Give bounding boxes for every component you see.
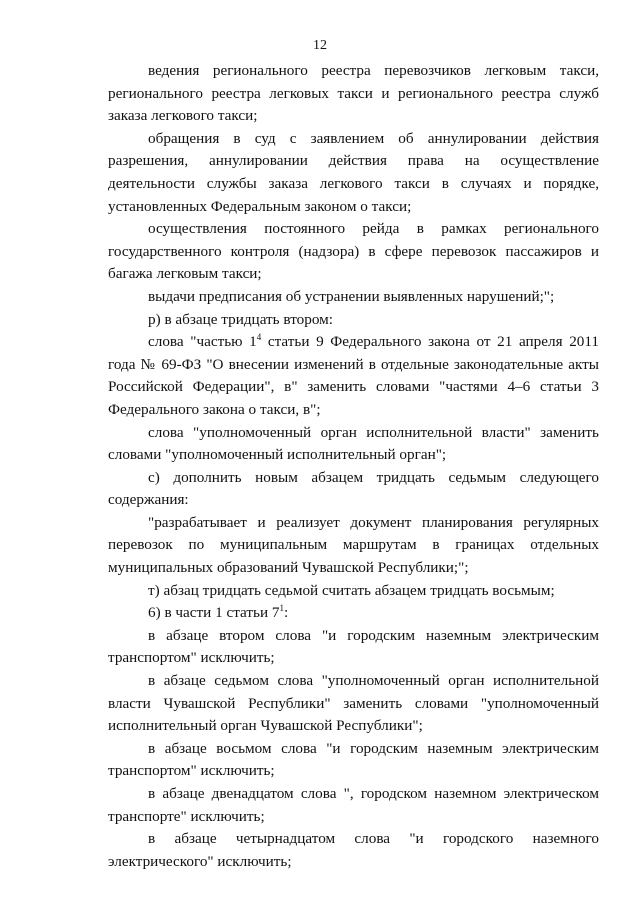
paragraph-text-after: статьи 9 Федерального закона от 21 апреля 2011 года № 69-ФЗ "О внесении изменений в отдельные законодательные акты Российской Федерации", в" заменить словами "частями 4–6 статьи 3 Федерального закона о такси, в"; <box>108 333 600 418</box>
paragraph: т) абзац тридцать седьмой считать абзацем тридцать восьмым; <box>148 581 555 599</box>
paragraph <box>108 602 599 625</box>
paragraph: слова "уполномоченный орган исполнительной власти" заменить словами "уполномоченный исполнительный орган"; <box>108 423 599 464</box>
paragraph-text-before: слова "частью 1 <box>148 333 257 351</box>
paragraph-text-before: 6) в части 1 статьи 7 <box>148 604 280 622</box>
paragraph: р) в абзаце тридцать втором: <box>148 310 333 328</box>
page-number: 12 <box>313 38 327 53</box>
paragraph: осуществления постоянного рейда в рамках регионального государственного контроля (надзора) в сфере перевозок пассажиров и багажа легковым такси; <box>108 220 599 283</box>
paragraph: в абзаце седьмом слова "уполномоченный орган исполнительной власти Чувашской Республики" заменить словами "уполномоченный исполнительный орган Чувашской Республики"; <box>108 672 599 735</box>
paragraph: в абзаце восьмом слова "и городским наземным электрическим транспортом" исключить; <box>108 739 599 780</box>
paragraph: в абзаце втором слова "и городским наземным электрическим транспортом" исключить; <box>108 626 599 667</box>
paragraph: в абзаце двенадцатом слова ", городском наземном электрическом транспорте" исключить; <box>108 785 599 825</box>
paragraph: "разрабатывает и реализует документ планирования регулярных перевозок по муниципальным маршрутам в границах отдельных муниципальных образований Чувашской Республики;"; <box>108 513 599 577</box>
paragraph: обращения в суд с заявлением об аннулировании действия разрешения, аннулировании действия права на осуществление деятельности службы заказа легкового такси в случаях и порядке, установленных Федеральным законом о такси; <box>108 129 599 215</box>
superscript: 1 <box>279 603 284 614</box>
paragraph <box>108 331 599 421</box>
paragraph: с) дополнить новым абзацем тридцать седьмым следующего содержания: <box>108 468 599 509</box>
superscript: 4 <box>256 332 262 343</box>
document-body <box>108 60 599 873</box>
paragraph: выдачи предписания об устранении выявленных нарушений;"; <box>148 287 555 305</box>
paragraph: в абзаце четырнадцатом слова "и городского наземного электрического" исключить; <box>108 830 599 870</box>
paragraph-text-after: : <box>283 604 289 622</box>
paragraph: ведения регионального реестра перевозчиков легковым такси, регионального реестра легковых такси и регионального реестра служб заказа легкового такси; <box>108 62 599 125</box>
